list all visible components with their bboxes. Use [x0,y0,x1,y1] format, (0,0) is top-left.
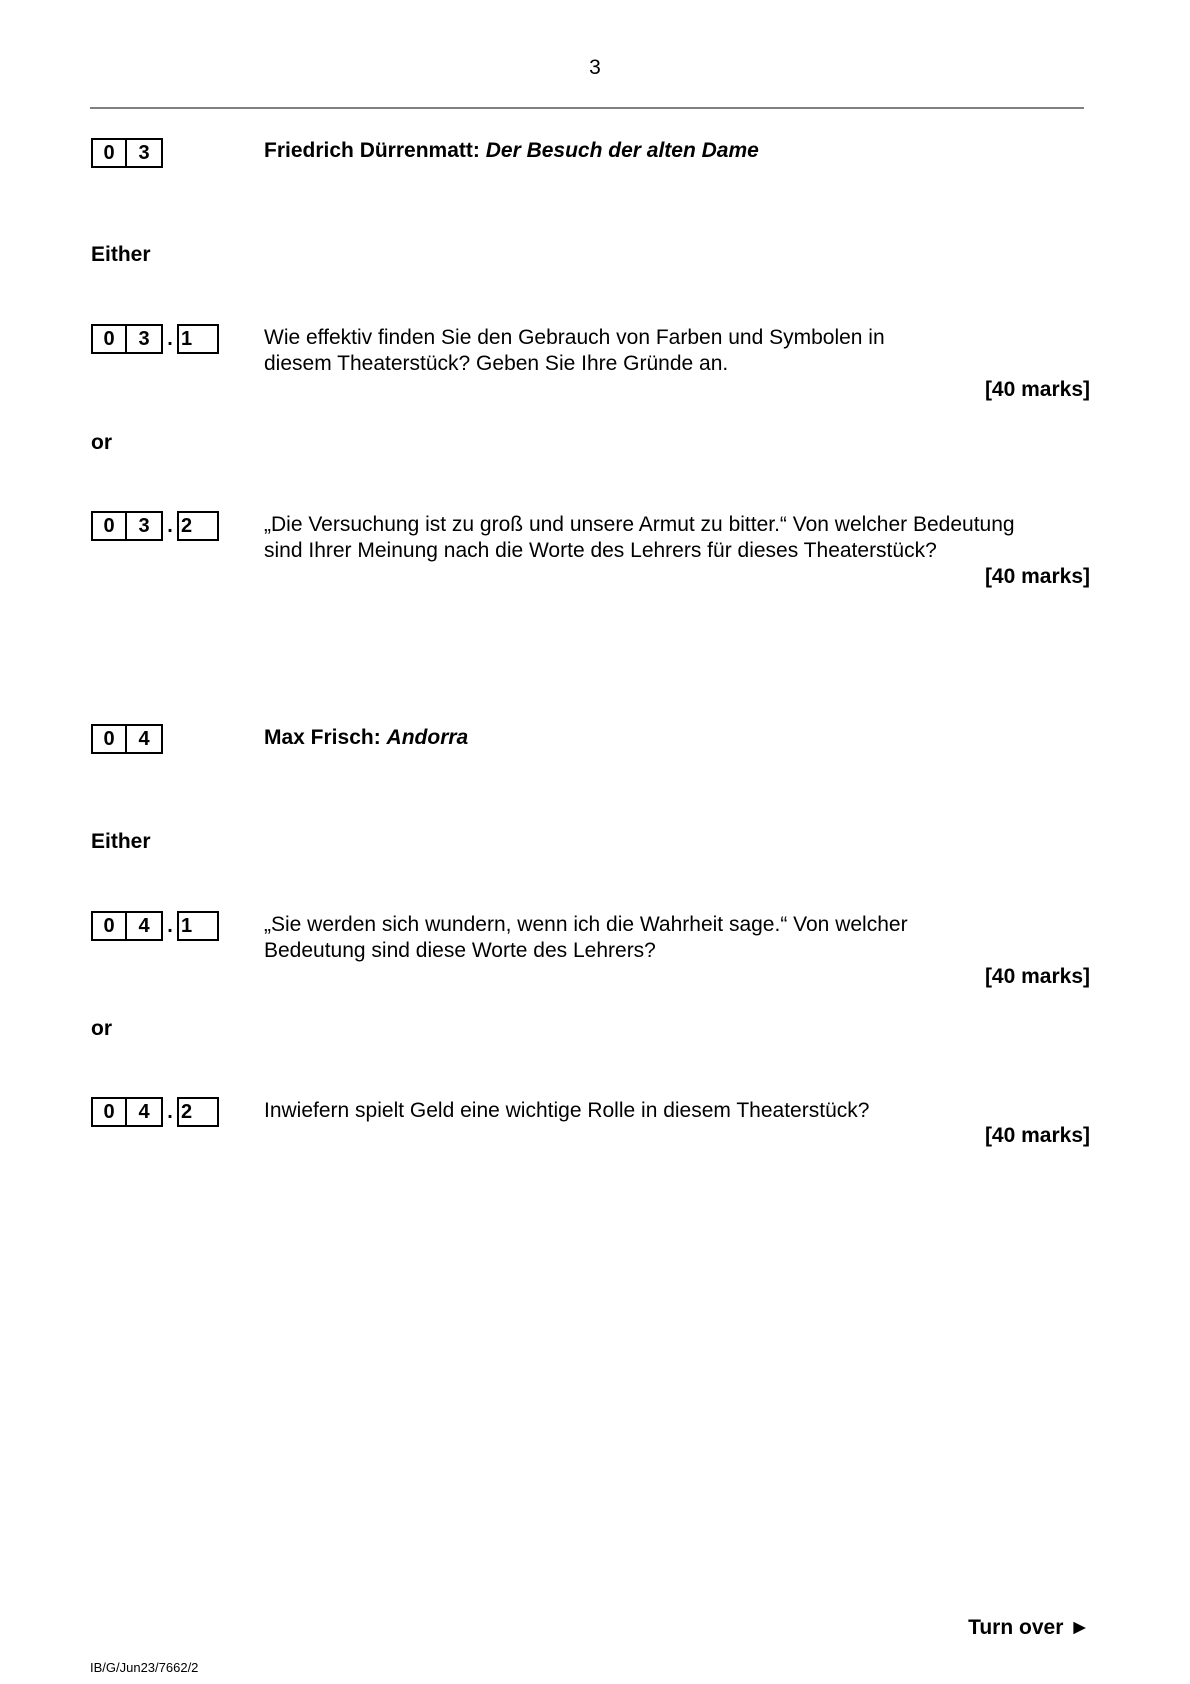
question-number-04-1 [91,909,219,943]
page-number: 3 [589,56,601,79]
sub-digit-box: 2 [177,1097,219,1127]
paper-code: IB/G/Jun23/7662/2 [90,1660,199,1675]
section-number-04 [91,722,163,756]
question-text-04-2 [264,1098,1064,1124]
header-rule [90,107,1084,109]
number-separator: . [167,515,173,537]
number-separator: . [167,1101,173,1123]
author-name: Max Frisch: [264,726,381,749]
digit-box: 0 [91,138,127,168]
question-line: „Die Versuchung ist zu groß und unsere Armut zu bitter.“ Von welcher Bedeutung [264,513,1015,536]
marks-04-1: [40 marks] [984,965,1090,988]
number-separator: . [167,915,173,937]
question-number-03-1 [91,322,219,356]
either-label: Either [91,830,151,853]
work-title: Andorra [386,726,469,749]
digit-box: 0 [91,724,127,754]
sub-digit-box: 2 [177,511,219,541]
number-separator: . [167,328,173,350]
or-label: or [91,1017,112,1040]
or-label: or [91,431,112,454]
digit-box: 3 [127,324,163,354]
digit-box: 4 [127,724,163,754]
turn-over-label: Turn over ► [968,1616,1090,1639]
question-line: „Sie werden sich wundern, wenn ich die Wahrheit sage.“ Von welcher [264,913,908,936]
question-text-03-1 [264,325,1064,377]
digit-box: 4 [127,911,163,941]
sub-digit-box: 1 [177,911,219,941]
question-line: sind Ihrer Meinung nach die Worte des Lehrers für dieses Theaterstück? [264,539,937,562]
marks-03-1: [40 marks] [984,378,1090,401]
question-line: Wie effektiv finden Sie den Gebrauch von Farben und Symbolen in [264,326,885,349]
question-text-03-2 [264,512,1064,564]
question-text-04-1 [264,912,1064,964]
digit-box: 3 [127,511,163,541]
question-line: Inwiefern spielt Geld eine wichtige Rolle in diesem Theaterstück? [264,1099,870,1122]
question-line: diesem Theaterstück? Geben Sie Ihre Gründe an. [264,352,729,375]
digit-box: 0 [91,911,127,941]
marks-03-2: [40 marks] [984,565,1090,588]
sub-digit-box: 1 [177,324,219,354]
question-number-04-2 [91,1095,219,1129]
section-number-03 [91,136,163,170]
digit-box: 0 [91,511,127,541]
digit-box: 4 [127,1097,163,1127]
digit-box: 0 [91,1097,127,1127]
author-name: Friedrich Dürrenmatt: [264,139,480,162]
question-number-03-2 [91,509,219,543]
question-line: Bedeutung sind diese Worte des Lehrers? [264,939,656,962]
marks-04-2: [40 marks] [984,1124,1090,1147]
digit-box: 0 [91,324,127,354]
section-heading-03 [264,139,759,163]
digit-box: 3 [127,138,163,168]
section-heading-04 [264,726,468,750]
work-title: Der Besuch der alten Dame [485,139,759,162]
either-label: Either [91,243,151,266]
